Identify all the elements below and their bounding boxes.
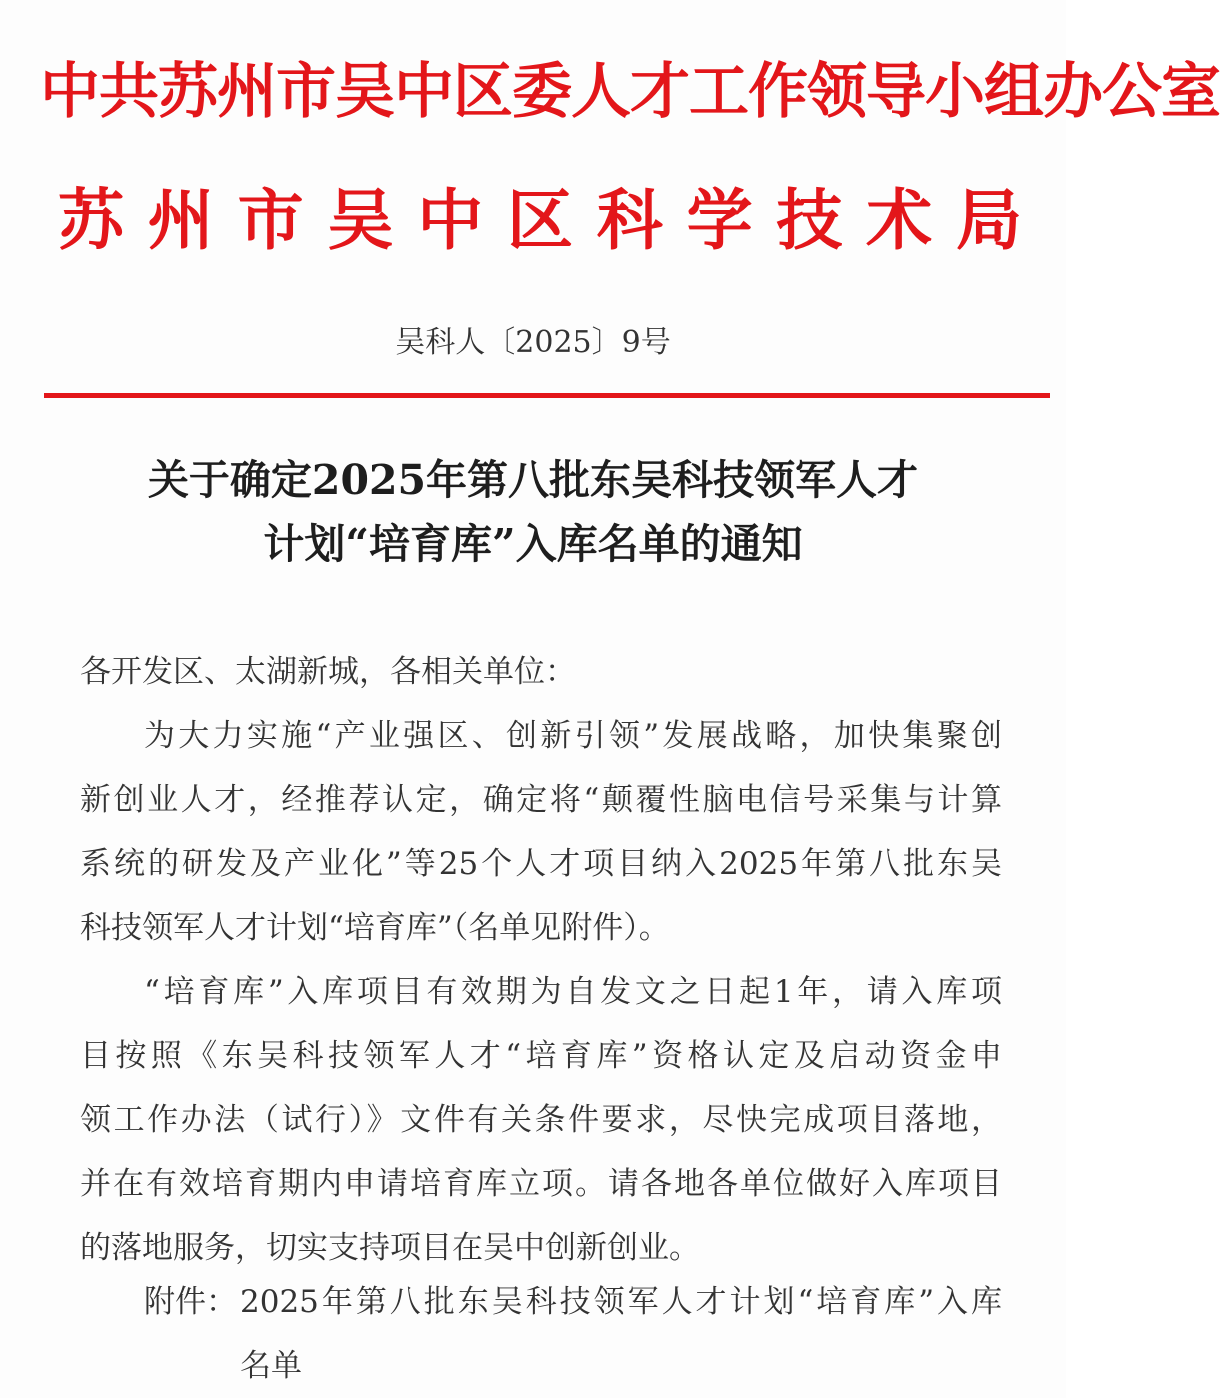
issuer-line-science-bureau <box>40 178 1040 262</box>
issuer-char: 技 <box>776 181 843 259</box>
issuer-char: 市 <box>237 181 304 259</box>
document-title-line-2: 计划“培育库”入库名单的通知 <box>263 520 803 568</box>
paragraph-1-line: 新创业人才，经推荐认定，确定将“颠覆性脑电信号采集与计算 <box>80 782 1002 818</box>
issuer-char: 局 <box>955 181 1022 259</box>
document-title-line-1: 关于确定2025年第八批东吴科技领军人才 <box>147 456 919 504</box>
issuer-line-party-office: 中共苏州市吴中区委人才工作领导小组办公室 <box>40 57 1220 127</box>
attachment-title-line: 名单 <box>240 1348 302 1384</box>
issuer-char: 州 <box>147 181 214 259</box>
issuer-char: 学 <box>686 181 753 259</box>
paragraph-2-line: 的落地服务，切实支持项目在吴中创新创业。 <box>80 1230 700 1266</box>
attachment-title-line: 2025年第八批东吴科技领军人才计划“培育库”入库 <box>240 1284 1002 1320</box>
paragraph-1-line: 为大力实施“产业强区、创新引领”发展战略，加快集聚创 <box>144 718 1002 754</box>
issuer-char: 中 <box>417 181 484 259</box>
issuer-char: 苏 <box>58 181 124 259</box>
issuer-char: 吴 <box>327 181 394 259</box>
attachment-label: 附件： <box>144 1284 237 1320</box>
paragraph-2-line: 领工作办法（试行）》文件有关条件要求，尽快完成项目落地， <box>80 1102 1002 1138</box>
issuer-char: 科 <box>596 181 663 259</box>
document-number: 吴科人〔2025〕9号 <box>395 325 671 360</box>
issuer-char: 区 <box>506 181 573 259</box>
paragraph-2-line: 并在有效培育期内申请培育库立项。请各地各单位做好入库项目 <box>80 1166 1002 1202</box>
paragraph-2-line: 目按照《东吴科技领军人才“培育库”资格认定及启动资金申 <box>80 1038 1002 1074</box>
paragraph-2-line: “培育库”入库项目有效期为自发文之日起1年，请入库项 <box>144 974 1002 1010</box>
issuer-char: 术 <box>866 181 933 259</box>
paragraph-1-line: 系统的研发及产业化”等25个人才项目纳入2025年第八批东吴 <box>80 846 1002 882</box>
paragraph-1-line: 科技领军人才计划“培育库”（名单见附件）。 <box>80 910 670 946</box>
red-divider-rule <box>44 393 1050 398</box>
salutation: 各开发区、太湖新城，各相关单位： <box>80 654 576 690</box>
